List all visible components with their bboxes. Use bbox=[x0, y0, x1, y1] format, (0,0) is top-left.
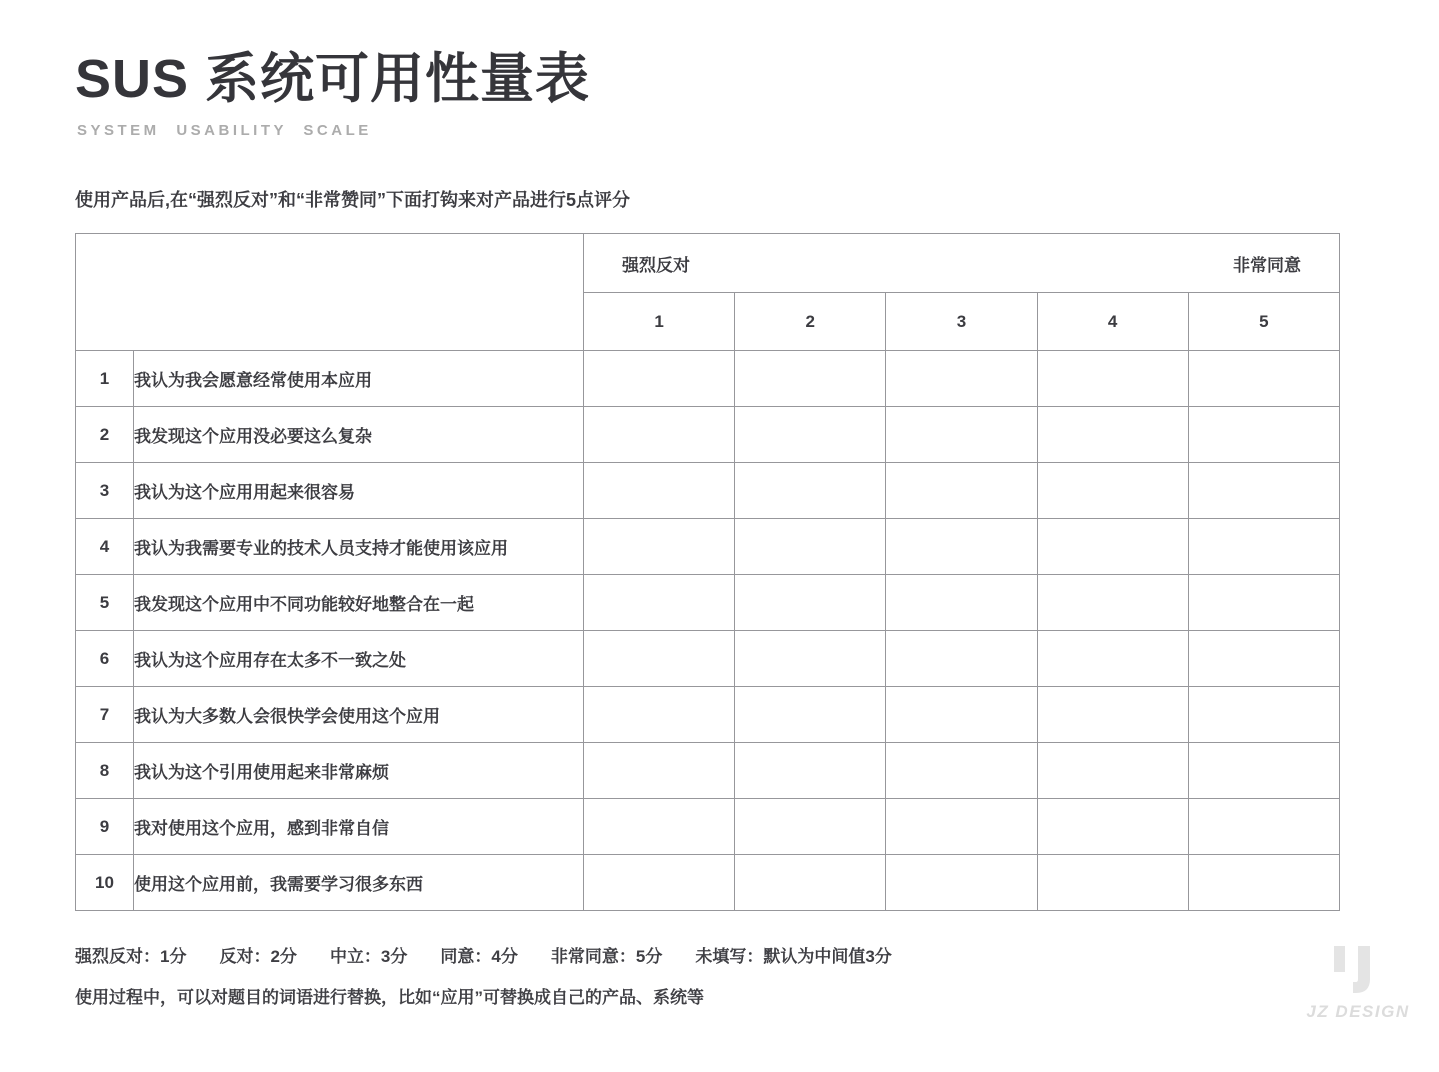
score-cell-q5-3[interactable] bbox=[886, 575, 1037, 631]
score-cell-q3-3[interactable] bbox=[886, 463, 1037, 519]
page-title: SUS 系统可用性量表 bbox=[75, 49, 591, 109]
score-cell-q7-2[interactable] bbox=[735, 687, 886, 743]
scale-label-cell bbox=[584, 234, 1340, 293]
score-cell-q5-2[interactable] bbox=[735, 575, 886, 631]
statement-text: 我认为这个应用存在太多不一致之处 bbox=[134, 631, 584, 687]
score-cell-q2-4[interactable] bbox=[1037, 407, 1188, 463]
score-cell-q7-3[interactable] bbox=[886, 687, 1037, 743]
score-cell-q6-1[interactable] bbox=[584, 631, 735, 687]
score-cell-q2-5[interactable] bbox=[1188, 407, 1339, 463]
score-column-header-2: 2 bbox=[735, 293, 886, 351]
logo-text: JZ DESIGN bbox=[1306, 1002, 1410, 1021]
scale-right-label: 非常同意 bbox=[1233, 255, 1301, 275]
score-cell-q8-3[interactable] bbox=[886, 743, 1037, 799]
score-cell-q1-2[interactable] bbox=[735, 351, 886, 407]
score-cell-q9-3[interactable] bbox=[886, 799, 1037, 855]
table-row bbox=[76, 407, 1340, 463]
score-cell-q3-2[interactable] bbox=[735, 463, 886, 519]
jz-logo-icon bbox=[1333, 944, 1383, 996]
score-cell-q8-5[interactable] bbox=[1188, 743, 1339, 799]
statement-text: 使用这个应用前，我需要学习很多东西 bbox=[134, 855, 584, 911]
scoring-legend bbox=[75, 942, 892, 967]
score-cell-q2-2[interactable] bbox=[735, 407, 886, 463]
score-column-header-4: 4 bbox=[1037, 293, 1188, 351]
score-cell-q10-4[interactable] bbox=[1037, 855, 1188, 911]
score-column-header-1: 1 bbox=[584, 293, 735, 351]
table-row bbox=[76, 855, 1340, 911]
score-cell-q1-1[interactable] bbox=[584, 351, 735, 407]
page-subtitle: SYSTEM USABILITY SCALE bbox=[77, 122, 372, 139]
statement-text: 我认为大多数人会很快学会使用这个应用 bbox=[134, 687, 584, 743]
score-cell-q8-1[interactable] bbox=[584, 743, 735, 799]
score-cell-q2-3[interactable] bbox=[886, 407, 1037, 463]
score-cell-q10-1[interactable] bbox=[584, 855, 735, 911]
score-cell-q9-2[interactable] bbox=[735, 799, 886, 855]
row-number: 9 bbox=[76, 799, 134, 855]
score-column-header-3: 3 bbox=[886, 293, 1037, 351]
score-cell-q4-2[interactable] bbox=[735, 519, 886, 575]
score-cell-q7-1[interactable] bbox=[584, 687, 735, 743]
sus-table bbox=[75, 233, 1340, 911]
row-number: 5 bbox=[76, 575, 134, 631]
row-number: 4 bbox=[76, 519, 134, 575]
score-cell-q3-5[interactable] bbox=[1188, 463, 1339, 519]
table-row bbox=[76, 743, 1340, 799]
score-cell-q4-3[interactable] bbox=[886, 519, 1037, 575]
scoring-item: 强烈反对：1分 bbox=[75, 947, 187, 966]
score-cell-q10-3[interactable] bbox=[886, 855, 1037, 911]
score-cell-q6-4[interactable] bbox=[1037, 631, 1188, 687]
row-number: 6 bbox=[76, 631, 134, 687]
score-column-header-5: 5 bbox=[1188, 293, 1339, 351]
scoring-item: 未填写：默认为中间值3分 bbox=[695, 947, 892, 966]
table-row bbox=[76, 519, 1340, 575]
score-cell-q5-1[interactable] bbox=[584, 575, 735, 631]
table-row bbox=[76, 463, 1340, 519]
score-cell-q6-2[interactable] bbox=[735, 631, 886, 687]
row-number: 10 bbox=[76, 855, 134, 911]
score-cell-q7-5[interactable] bbox=[1188, 687, 1339, 743]
score-cell-q7-4[interactable] bbox=[1037, 687, 1188, 743]
statement-text: 我发现这个应用没必要这么复杂 bbox=[134, 407, 584, 463]
table-header-scale-row bbox=[76, 234, 1340, 293]
row-number: 8 bbox=[76, 743, 134, 799]
row-number: 3 bbox=[76, 463, 134, 519]
statement-text: 我认为这个应用用起来很容易 bbox=[134, 463, 584, 519]
statement-text: 我认为我需要专业的技术人员支持才能使用该应用 bbox=[134, 519, 584, 575]
row-number: 7 bbox=[76, 687, 134, 743]
score-cell-q1-4[interactable] bbox=[1037, 351, 1188, 407]
table-row bbox=[76, 631, 1340, 687]
score-cell-q1-5[interactable] bbox=[1188, 351, 1339, 407]
score-cell-q8-4[interactable] bbox=[1037, 743, 1188, 799]
table-row bbox=[76, 575, 1340, 631]
score-cell-q10-2[interactable] bbox=[735, 855, 886, 911]
score-cell-q9-1[interactable] bbox=[584, 799, 735, 855]
score-cell-q2-1[interactable] bbox=[584, 407, 735, 463]
statement-text: 我发现这个应用中不同功能较好地整合在一起 bbox=[134, 575, 584, 631]
row-number: 1 bbox=[76, 351, 134, 407]
score-cell-q4-4[interactable] bbox=[1037, 519, 1188, 575]
score-cell-q3-4[interactable] bbox=[1037, 463, 1188, 519]
score-cell-q8-2[interactable] bbox=[735, 743, 886, 799]
statement-text: 我对使用这个应用，感到非常自信 bbox=[134, 799, 584, 855]
score-cell-q5-4[interactable] bbox=[1037, 575, 1188, 631]
score-cell-q9-5[interactable] bbox=[1188, 799, 1339, 855]
score-cell-q6-5[interactable] bbox=[1188, 631, 1339, 687]
score-cell-q9-4[interactable] bbox=[1037, 799, 1188, 855]
score-cell-q6-3[interactable] bbox=[886, 631, 1037, 687]
score-cell-q4-1[interactable] bbox=[584, 519, 735, 575]
scoring-item: 反对：2分 bbox=[219, 947, 297, 966]
scoring-item: 同意：4分 bbox=[440, 947, 518, 966]
statement-text: 我认为这个引用使用起来非常麻烦 bbox=[134, 743, 584, 799]
usage-note: 使用过程中，可以对题目的词语进行替换，比如“应用”可替换成自己的产品、系统等 bbox=[75, 988, 704, 1007]
scale-left-label: 强烈反对 bbox=[622, 255, 690, 275]
row-number: 2 bbox=[76, 407, 134, 463]
score-cell-q3-1[interactable] bbox=[584, 463, 735, 519]
header-empty-cell bbox=[76, 234, 584, 351]
instruction-text: 使用产品后,在“强烈反对”和“非常赞同”下面打钩来对产品进行5点评分 bbox=[75, 190, 631, 210]
table-row bbox=[76, 799, 1340, 855]
scoring-item: 中立：3分 bbox=[329, 947, 408, 966]
scoring-item: 非常同意：5分 bbox=[550, 947, 663, 966]
table-row bbox=[76, 351, 1340, 407]
score-cell-q1-3[interactable] bbox=[886, 351, 1037, 407]
score-cell-q10-5[interactable] bbox=[1188, 855, 1339, 911]
score-cell-q4-5[interactable] bbox=[1188, 519, 1339, 575]
statement-text: 我认为我会愿意经常使用本应用 bbox=[134, 351, 584, 407]
table-row bbox=[76, 687, 1340, 743]
jz-design-logo bbox=[1303, 944, 1413, 1022]
score-cell-q5-5[interactable] bbox=[1188, 575, 1339, 631]
